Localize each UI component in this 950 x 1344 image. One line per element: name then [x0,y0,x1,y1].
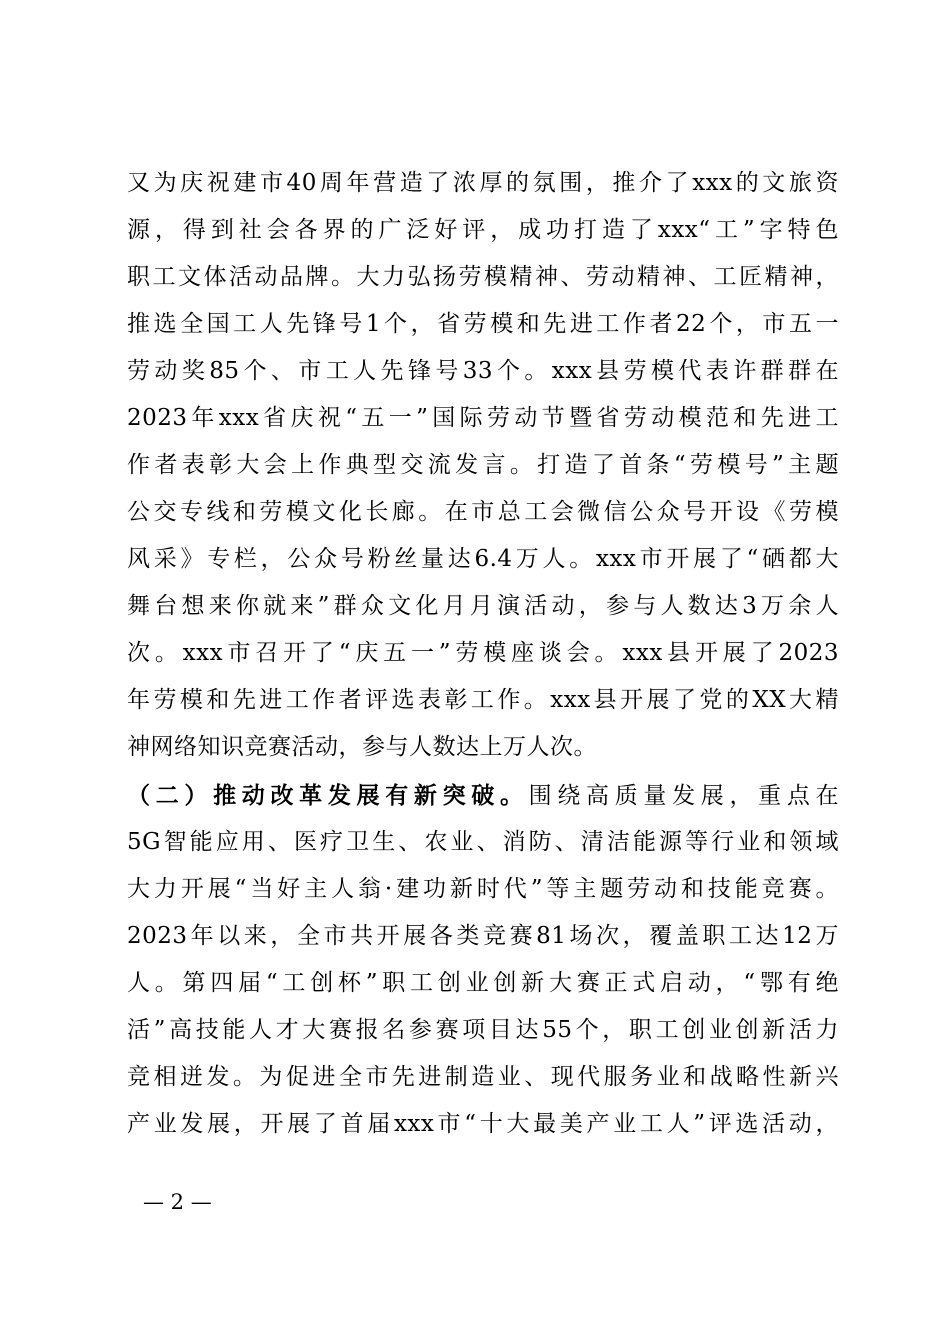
text-line: 5G智能应用、医疗卫生、农业、消防、清洁能源等行业和领域 [127,829,839,855]
text-line: 竞相迸发。为促进全市先进制造业、现代服务业和战略性新兴 [127,1064,839,1090]
text-line: 年劳模和先进工作者评选表彰工作。xxx县开展了党的XX大精 [127,687,839,713]
text-line: 舞台想来你就来”群众文化月月演活动，参与人数达3万余人 [127,593,839,619]
text-line: 又为庆祝建市40周年营造了浓厚的氛围，推介了xxx的文旅资 [127,170,839,196]
text-line: 2023年以来，全市共开展各类竞赛81场次，覆盖职工达12万 [127,923,839,949]
text-line: 产业发展，开展了首届xxx市“十大最美产业工人”评选活动， [127,1111,839,1137]
section-heading: （二）推动改革发展有新突破。 [127,782,529,809]
text-line: 风采》专栏，公众号粉丝量达6.4万人。xxx市开展了“硒都大 [127,546,839,572]
text-line: 职工文体活动品牌。大力弘扬劳模精神、劳动精神、工匠精神， [127,264,839,290]
paragraph-2 [127,772,839,1148]
text-line: 人。第四届“工创杯”职工创业创新大赛正式启动，“鄂有绝 [127,970,839,996]
text-line: 2023年xxx省庆祝“五一”国际劳动节暨省劳动模范和先进工 [127,405,839,431]
text-line: 公交专线和劳模文化长廊。在市总工会微信公众号开设《劳模 [127,499,839,525]
text-line: 次。xxx市召开了“庆五一”劳模座谈会。xxx县开展了2023 [127,640,839,666]
text-line: 作者表彰大会上作典型交流发言。打造了首条“劳模号”主题 [127,452,839,478]
text-line: 活”高技能人才大赛报名参赛项目达55个，职工创业创新活力 [127,1017,839,1043]
body-text [127,160,839,1148]
page-number: — 2 — [143,1190,212,1214]
text-line: 大力开展“当好主人翁·建功新时代”等主题劳动和技能竞赛。 [127,876,839,902]
text-line: 源，得到社会各界的广泛好评，成功打造了xxx“工”字特色 [127,217,839,243]
text-line: 推选全国工人先锋号1个，省劳模和先进工作者22个，市五一 [127,311,839,337]
text-line: 劳动奖85个、市工人先锋号33个。xxx县劳模代表许群群在 [127,358,839,384]
text-line-first [127,772,839,819]
paragraph-1 [127,160,839,771]
text-line: 神网络知识竞赛活动，参与人数达上万人次。 [127,734,597,760]
heading-line-rest: 围绕高质量发展，重点在 [528,783,839,809]
